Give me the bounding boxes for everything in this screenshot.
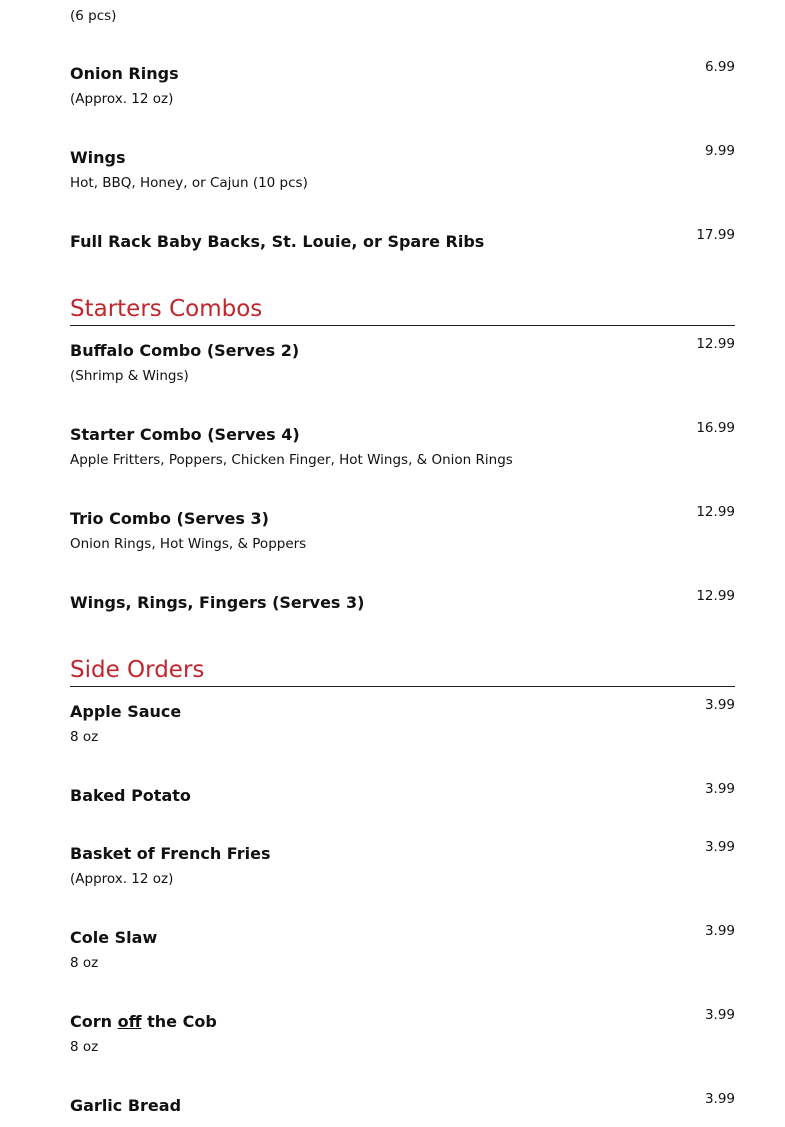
- item-description: Hot, BBQ, Honey, or Cajun (10 pcs): [70, 175, 308, 191]
- item-name: Cole Slaw: [70, 928, 158, 947]
- item-name: Garlic Bread: [70, 1096, 182, 1115]
- item-price: 3.99: [704, 697, 735, 713]
- section-divider: [70, 325, 735, 326]
- section-divider: [70, 686, 735, 687]
- item-price: 3.99: [704, 781, 735, 797]
- item-name-part: Corn: [70, 1012, 118, 1031]
- item-price: 3.99: [704, 1091, 735, 1107]
- item-description: 8 oz: [70, 1039, 99, 1055]
- item-name: Trio Combo (Serves 3): [70, 509, 269, 528]
- item-name-part: the Cob: [141, 1012, 217, 1031]
- item-price: 6.99: [704, 59, 735, 75]
- item-description: 8 oz: [70, 955, 99, 971]
- item-description: 8 oz: [70, 729, 99, 745]
- item-name-part-underlined: off: [117, 1012, 142, 1031]
- item-name: Apple Sauce: [70, 702, 182, 721]
- item-price: 12.99: [696, 336, 735, 352]
- item-price: 3.99: [704, 839, 735, 855]
- item-name: Wings: [70, 148, 126, 167]
- item-name: Onion Rings: [70, 64, 179, 83]
- item-description: (Shrimp & Wings): [70, 368, 189, 384]
- item-price: 12.99: [696, 504, 735, 520]
- item-name: [70, 1011, 217, 1033]
- item-description: Apple Fritters, Poppers, Chicken Finger, Hot Wings, & Onion Rings: [70, 452, 513, 468]
- item-price: 16.99: [696, 420, 735, 436]
- item-price: 17.99: [696, 227, 735, 243]
- item-description: Onion Rings, Hot Wings, & Poppers: [70, 536, 307, 552]
- item-price: 3.99: [704, 1007, 735, 1023]
- section-title: Starters Combos: [70, 296, 263, 322]
- item-name: Starter Combo (Serves 4): [70, 425, 300, 444]
- item-description: (6 pcs): [70, 8, 117, 24]
- item-price: 3.99: [704, 923, 735, 939]
- item-name: Baked Potato: [70, 786, 191, 805]
- item-description: (Approx. 12 oz): [70, 871, 174, 887]
- item-price: 9.99: [704, 143, 735, 159]
- item-name: Full Rack Baby Backs, St. Louie, or Spare Ribs: [70, 232, 485, 251]
- item-name: Basket of French Fries: [70, 844, 271, 863]
- section-title: Side Orders: [70, 657, 205, 683]
- item-name: Buffalo Combo (Serves 2): [70, 341, 300, 360]
- item-name: Wings, Rings, Fingers (Serves 3): [70, 593, 365, 612]
- item-price: 12.99: [696, 588, 735, 604]
- item-description: (Approx. 12 oz): [70, 91, 174, 107]
